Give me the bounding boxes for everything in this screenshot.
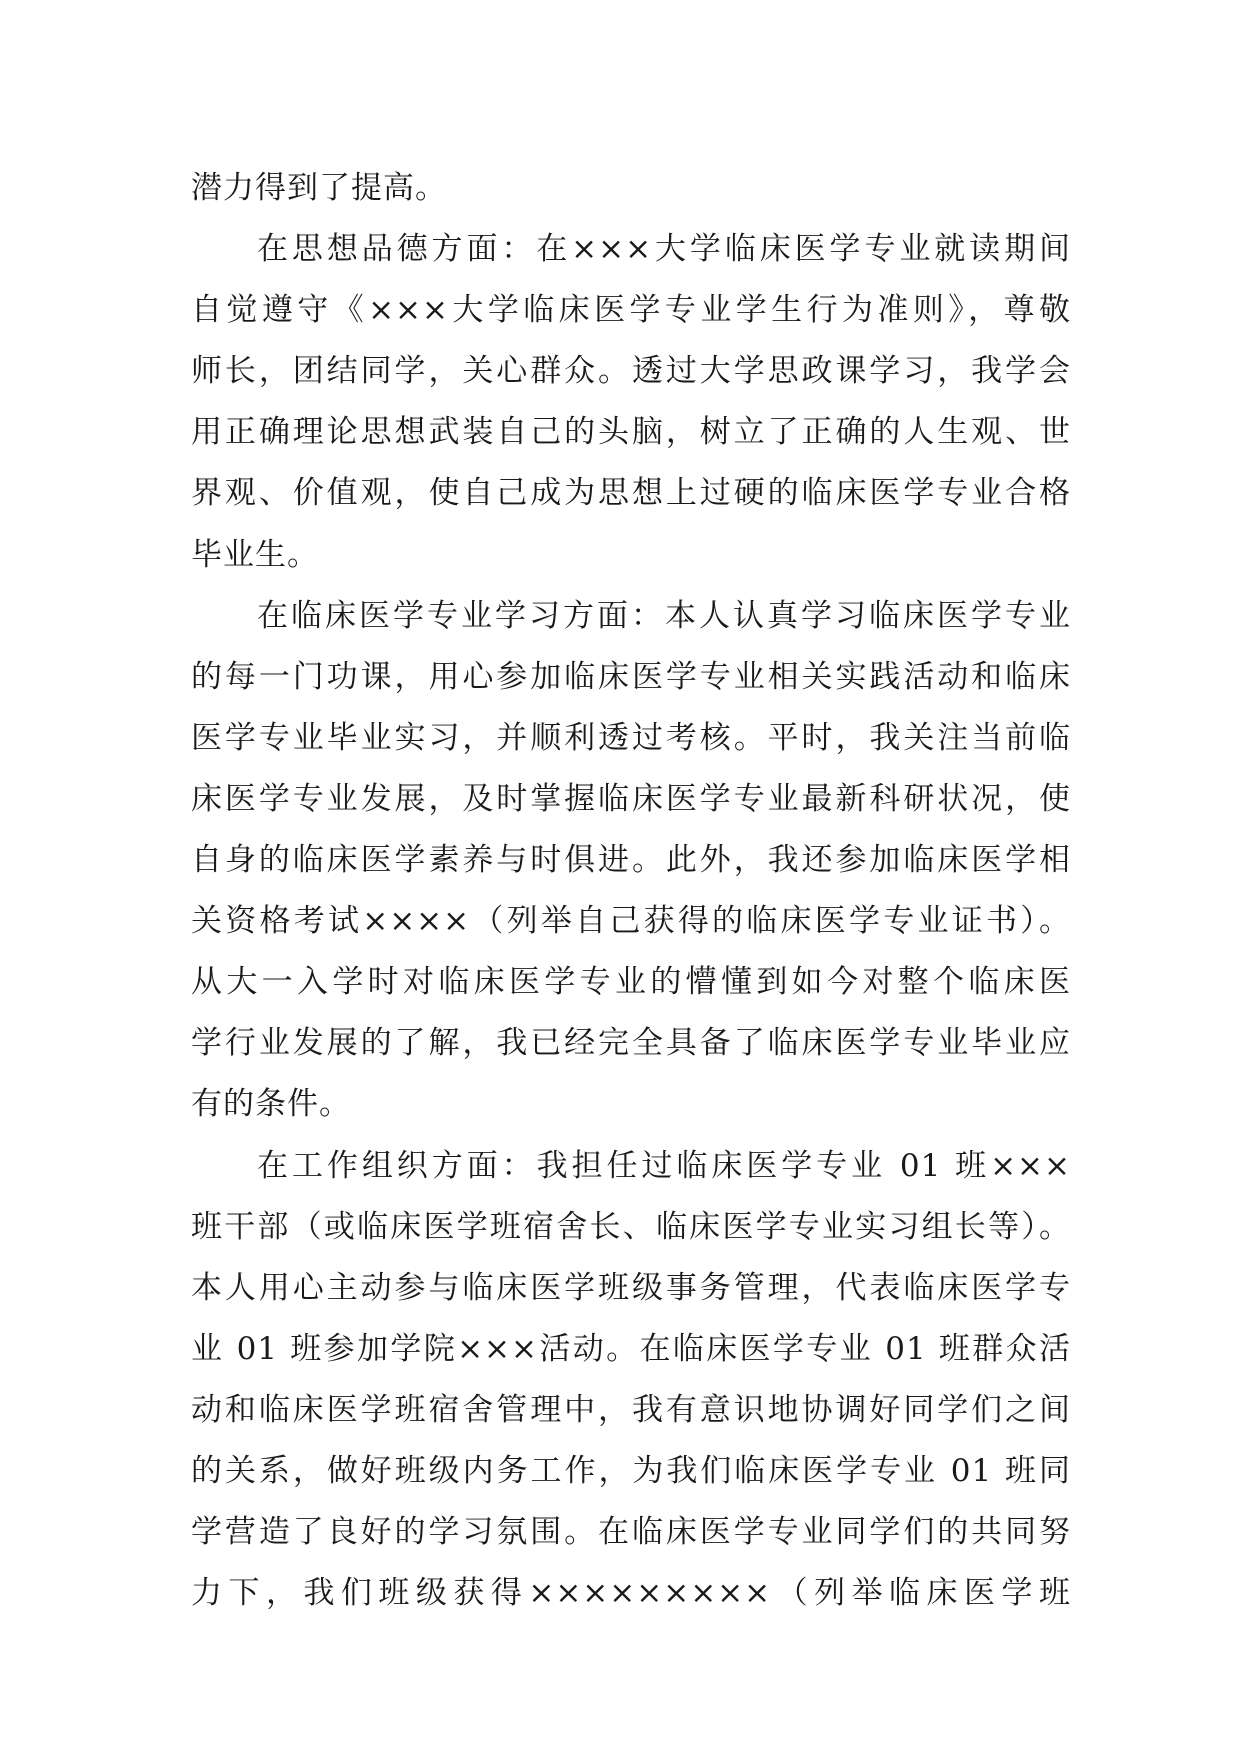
text-line: 在工作组织方面：我担任过临床医学专业 01 班××× [257,1147,1071,1184]
text-line: 用正确理论思想武装自己的头脑，树立了正确的人生观、世 [191,414,1071,451]
text-line: 班干部（或临床医学班宿舍长、临床医学专业实习组长等）。 [191,1208,1071,1245]
text-line: 自觉遵守《×××大学临床医学专业学生行为准则》，尊敬 [191,292,1071,329]
text-line: 在思想品德方面：在×××大学临床医学专业就读期间 [257,231,1071,268]
text-line: 从大一入学时对临床医学专业的懵懂到如今对整个临床医 [191,964,1071,1001]
text-line: 业 01 班参加学院×××活动。在临床医学专业 01 班群众活 [191,1330,1071,1367]
text-line: 床医学专业发展，及时掌握临床医学专业最新科研状况，使 [191,780,1071,817]
text-line: 动和临床医学班宿舍管理中，我有意识地协调好同学们之间 [191,1391,1071,1428]
text-line: 自身的临床医学素养与时俱进。此外，我还参加临床医学相 [191,842,1071,879]
text-line: 力下，我们班级获得×××××××××（列举临床医学班 [191,1575,1071,1612]
text-line: 的每一门功课，用心参加临床医学专业相关实践活动和临床 [191,658,1071,695]
text-line: 关资格考试××××（列举自己获得的临床医学专业证书）。 [191,903,1071,940]
text-line: 界观、价值观，使自己成为思想上过硬的临床医学专业合格 [191,475,1071,512]
text-line: 潜力得到了提高。 [191,170,447,206]
text-line: 本人用心主动参与临床医学班级事务管理，代表临床医学专 [191,1269,1071,1306]
text-line: 有的条件。 [191,1086,351,1123]
text-line: 学行业发展的了解，我已经完全具备了临床医学专业毕业应 [191,1025,1071,1062]
text-line: 的关系，做好班级内务工作，为我们临床医学专业 01 班同 [191,1452,1071,1489]
text-line: 师长，团结同学，关心群众。透过大学思政课学习，我学会 [191,353,1071,390]
text-line: 学营造了良好的学习氛围。在临床医学专业同学们的共同努 [191,1514,1071,1551]
text-line: 在临床医学专业学习方面：本人认真学习临床医学专业 [257,597,1071,634]
text-line: 医学专业毕业实习，并顺利透过考核。平时，我关注当前临 [191,719,1071,756]
document-body [191,158,1071,1624]
text-line: 毕业生。 [191,536,319,573]
